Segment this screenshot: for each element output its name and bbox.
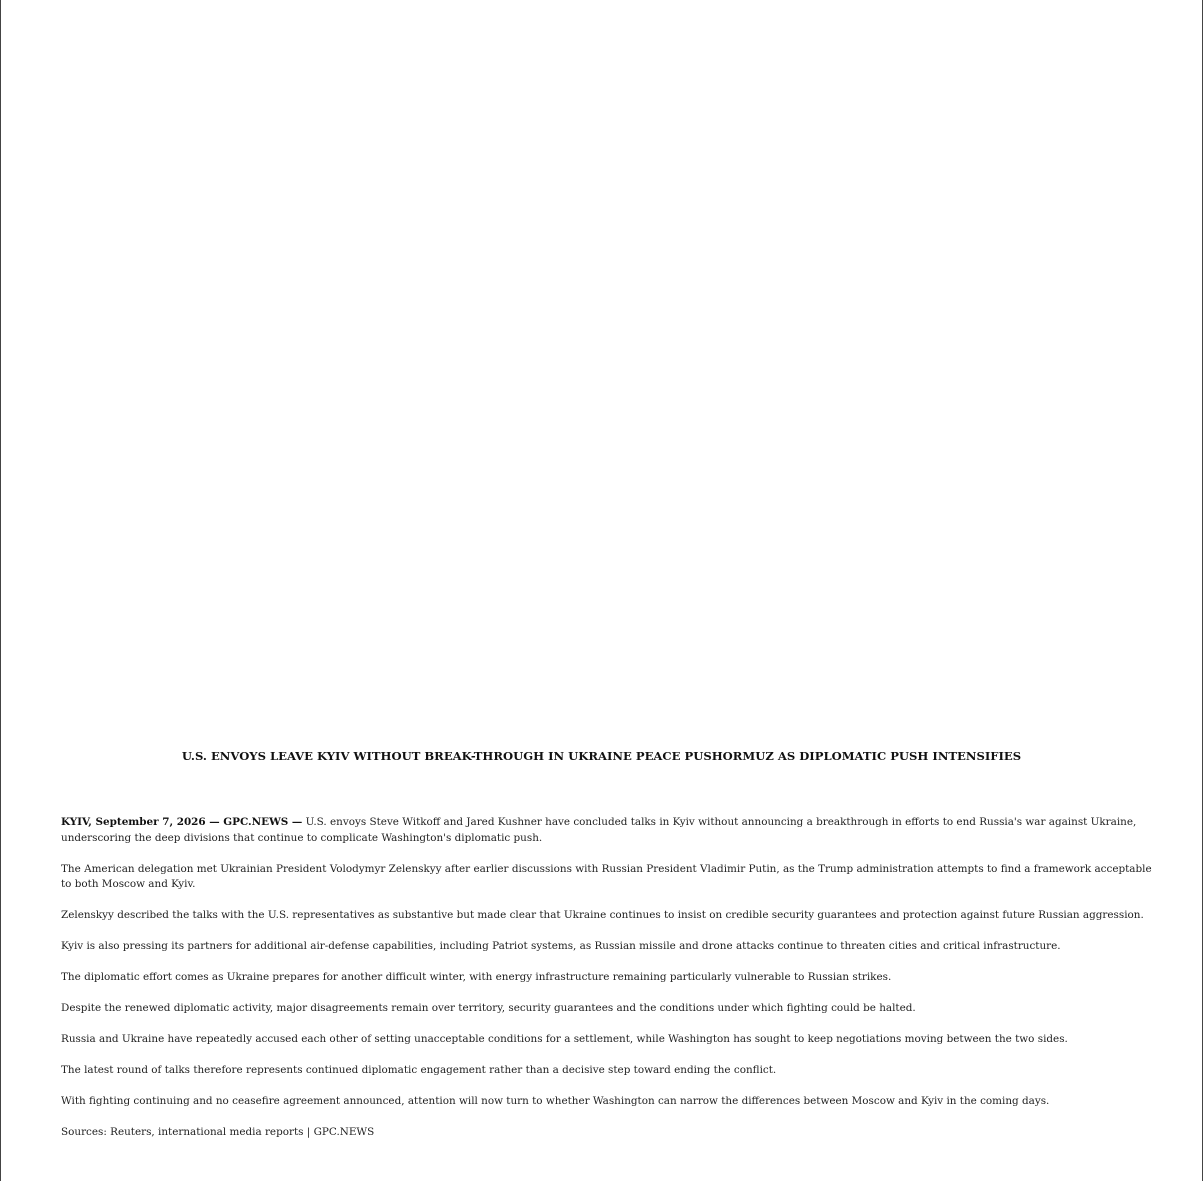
article-paragraph: Kyiv is also pressing its partners for additional air-defense capabilities, including Patriot systems, as Russian missile and drone attacks continue to threaten cities and critical infrastructure. xyxy=(61,940,1061,952)
article-paragraph: The diplomatic effort comes as Ukraine prepares for another difficult winter, with energy infrastructure remaining particularly vulnerable to Russian strikes. xyxy=(61,971,892,983)
article-paragraph: Zelenskyy described the talks with the U.S. representatives as substantive but made clear that Ukraine continues to insist on credible security guarantees and protection against future Russian aggression. xyxy=(61,909,1144,921)
article-paragraph: Russia and Ukraine have repeatedly accused each other of setting unacceptable conditions for a settlement, while Washington has sought to keep negotiations moving between the two sides. xyxy=(61,1033,1068,1045)
article-paragraph: With fighting continuing and no ceasefire agreement announced, attention will now turn to whether Washington can narrow the differences between Moscow and Kyiv in the coming days. xyxy=(61,1095,1050,1107)
dateline: KYIV, September 7, 2026 — GPC.NEWS — xyxy=(61,816,303,828)
article-paragraph: Despite the renewed diplomatic activity, major disagreements remain over territory, security guarantees and the conditions under which fighting could be halted. xyxy=(61,1002,916,1014)
lead-paragraph xyxy=(61,815,1154,846)
article-paragraph: The American delegation met Ukrainian President Volodymyr Zelenskyy after earlier discussions with Russian President Vladimir Putin, as the Trump administration attempts to find a framework acceptable to both Moscow and Kyiv. xyxy=(61,862,1152,890)
sources-line: Sources: Reuters, international media reports | GPC.NEWS xyxy=(61,1126,375,1138)
article-headline: U.S. ENVOYS LEAVE KYIV WITHOUT BREAK-THROUGH IN UKRAINE PEACE PUSHORMUZ AS DIPLOMATIC PUSH INTENSIFIES xyxy=(181,749,1022,763)
article-paragraph: The latest round of talks therefore represents continued diplomatic engagement rather than a decisive step toward ending the conflict. xyxy=(61,1064,777,1076)
article-body xyxy=(61,815,1154,1156)
lead-text: U.S. envoys Steve Witkoff and Jared Kushner have concluded talks in Kyiv without announcing a breakthrough in efforts to end Russia's war against Ukraine, underscoring the deep divisions that continue to complicate Washington's diplomatic push. xyxy=(61,816,1137,844)
